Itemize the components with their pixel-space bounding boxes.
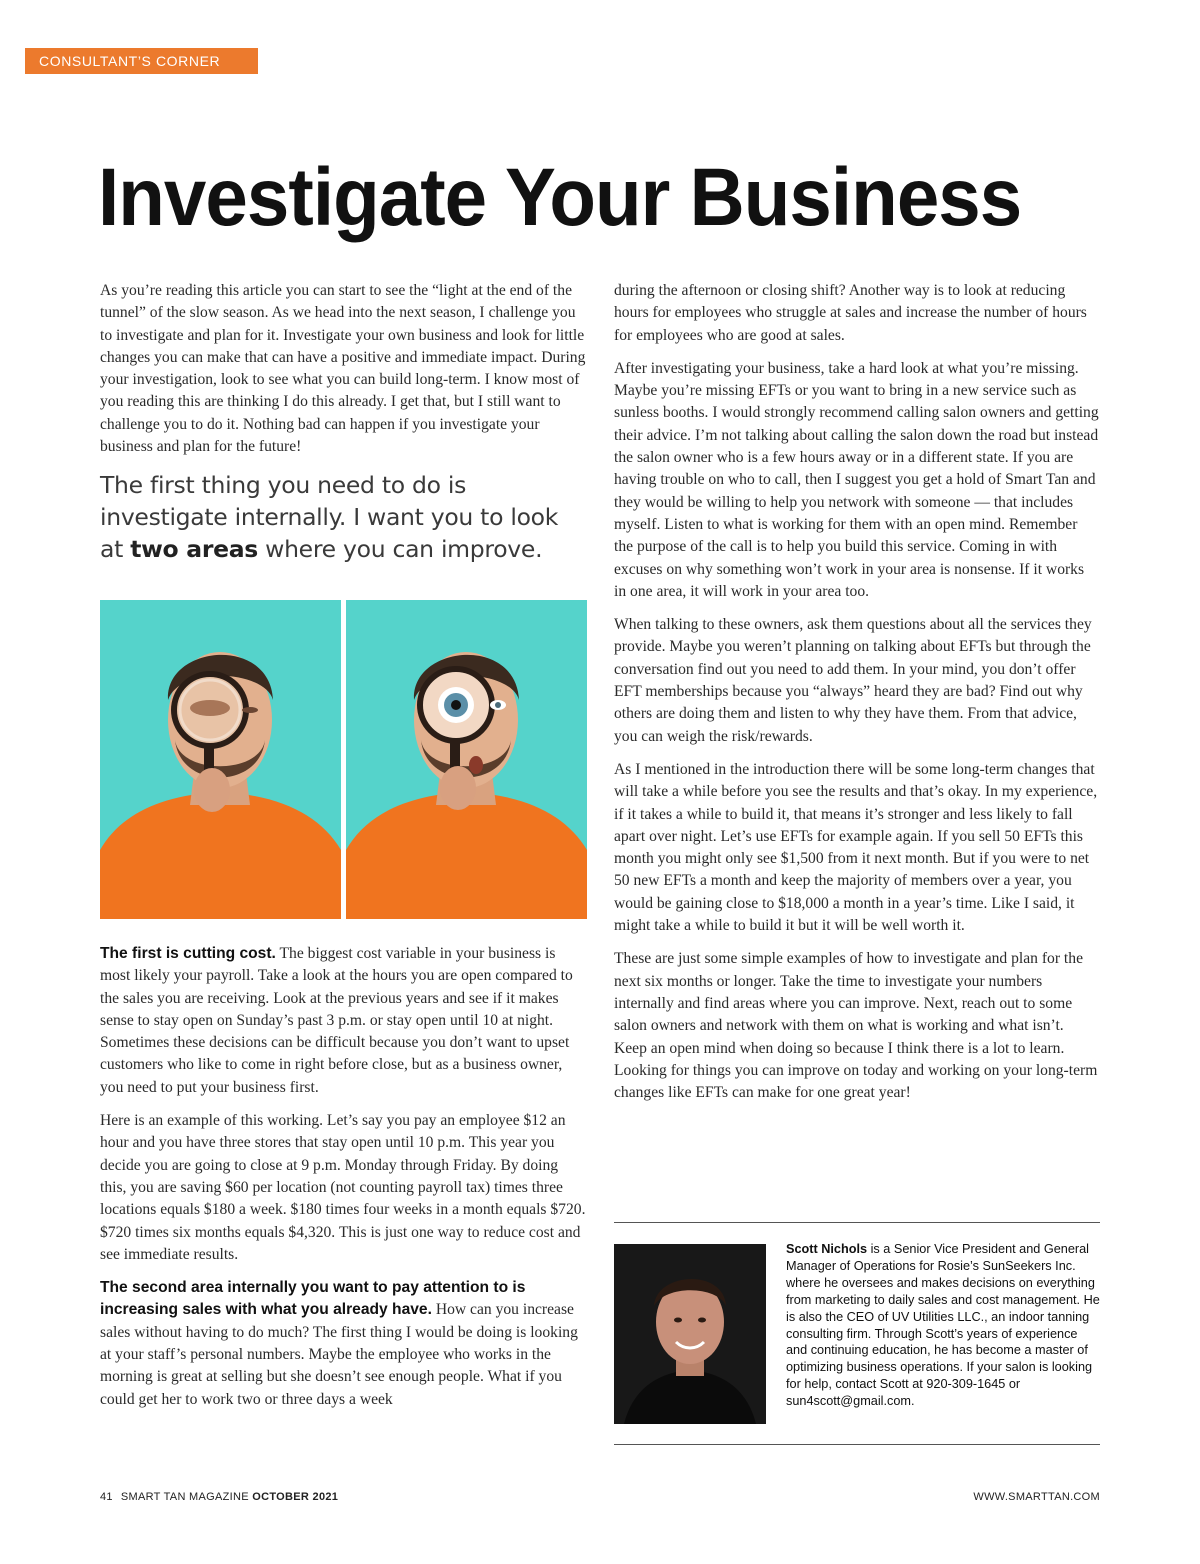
author-bio: Scott Nichols is a Senior Vice President and General Manager of Operations for Rosie’s SunSeekers Inc. where he oversees and makes decisions on everything from marketing to daily sales and cost management. He is also the CEO of UV Utilities LLC., an indoor tanning consulting firm. Through Scott’s years of experience and continuing education, he has become a master of optimizing business operations. If your salon is looking for help, contact Scott at 920-309-1645 or sun4scott@gmail.com. <box>786 1242 1100 1409</box>
bio-bottom-rule <box>614 1444 1100 1445</box>
bio-top-rule <box>614 1222 1100 1223</box>
magnifying-glass-photos <box>100 600 587 919</box>
right-column <box>614 280 1100 1115</box>
increasing-sales-paragraph: The second area internally you want to pay attention to is increasing sales with what you already have. How can you increase sales without having to do much? The first thing I would be doing is looking at your staff’s personal numbers. Maybe the employee who works in the morning is great at selling but she doesn’t see enough people. What if you could get her to work two or three days a week <box>100 1279 578 1408</box>
left-column-top <box>100 280 588 565</box>
author-name: Scott Nichols <box>786 1242 868 1256</box>
right-paragraph-2: After investigating your business, take a hard look at what you’re missing. Maybe you’re missing EFTs or you want to bring in a new service such as sunless booths. I would strongly recommend calling salon owners and getting their advice. I’m not talking about calling the salon down the road but instead the salon owner who is a few hours away or in a different state. If you are having trouble on who to call, then I suggest you get a hold of Smart Tan and they would be willing to help you network with someone — that includes myself. Listen to what is working for them with an open mind. Remember the purpose of the call is to help you build this service. Coming in with excuses on why something won’t work in your area is nonsense. If it works in one area, it will work in your area too. <box>614 359 1099 600</box>
intro-paragraph: As you’re reading this article you can start to see the “light at the end of the tunnel” of the slow season. As we head into the next season, I challenge you to investigate and plan for it. Investigate your own business and look for little changes you can make that can have a positive and immediate impact. During your investigation, look to see what you can build long-term. I know most of you reading this are thinking I do this already. I get that, but I still want to challenge you to do it. Nothing bad can happen if you investigate your business and plan for the future! <box>100 282 586 456</box>
article-headline: Investigate Your Business <box>98 152 1022 243</box>
issue-date: OCTOBER 2021 <box>252 1491 339 1503</box>
left-column-bottom <box>100 943 588 1422</box>
magazine-name: SMART TAN MAGAZINE <box>120 1491 249 1503</box>
pull-quote-emphasis: two areas <box>130 535 258 564</box>
section-tag: CONSULTANT’S CORNER <box>25 48 258 74</box>
man-with-magnifier-photo-1 <box>100 600 341 919</box>
cutting-cost-paragraph: The first is cutting cost. The biggest cost variable in your business is most likely your payroll. Take a look at the hours you are open compared to the sales you are receiving. Look at the previous years and see if it makes sense to stay open on Sunday’s past 3 p.m. or stay open until 10 at night. Sometimes these decisions can be difficult because you don’t want to upset customers who like to come in right before close, but as a business owner, you need to put your business first. <box>100 945 573 1096</box>
page-number: 41 <box>100 1491 113 1503</box>
right-paragraph-3: When talking to these owners, ask them questions about all the services they provide. Maybe you weren’t planning on talking about EFTs but through the conversation find out you need to add them. In your mind, you don’t offer EFT memberships because you “always” heard they are bad? Find out why others are doing them and listen to why they have them. From that advice, you can weigh the risk/rewards. <box>614 616 1092 745</box>
footer-publication <box>100 1491 338 1503</box>
right-paragraph-5: These are just some simple examples of how to investigate and plan for the next six months or longer. Take the time to investigate your numbers internally and find areas where you can improve. Next, reach out to some salon owners and network with them on what is working and what isn’t. Keep an open mind when doing so because I think there is a lot to learn. Looking for things you can improve on today and working on your long-term changes like EFTs can make for one great year! <box>614 950 1098 1102</box>
footer-website: WWW.SMARTTAN.COM <box>973 1491 1100 1503</box>
author-portrait <box>614 1244 766 1424</box>
payroll-example-paragraph: Here is an example of this working. Let’s say you pay an employee $12 an hour and you have three stores that stay open until 10 p.m. This year you decide you are going to close at 9 p.m. Monday through Friday. By doing this, you are saving $60 per location (not counting payroll tax) times three locations equals $180 a week. $180 times four weeks in a month equals $720. $720 times six months equals $4,320. This is just one way to reduce cost and see immediate results. <box>100 1112 586 1263</box>
right-paragraph-4: As I mentioned in the introduction there will be some long-term changes that will take a while before you see the results and that’s okay. In my experience, if it takes a while to build it, that means it’s stronger and less likely to fall apart over night. Let’s use EFTs for example again. If you sell 50 EFTs this month you might only see $1,500 from it next month. But if you were to net 50 new EFTs a month and keep the majority of members over a year, you would be gaining close to $18,000 a month in a year’s time. Like I said, it might take a while to build it but it will be well worth it. <box>614 760 1098 935</box>
right-paragraph-1: during the afternoon or closing shift? Another way is to look at reducing hours for employees who struggle at sales and increase the number of hours for employees who are good at sales. <box>614 282 1087 344</box>
pull-quote: The first thing you need to do is investigate internally. I want you to look at two areas where you can improve. <box>100 471 559 564</box>
man-with-magnifier-photo-2 <box>346 600 587 919</box>
